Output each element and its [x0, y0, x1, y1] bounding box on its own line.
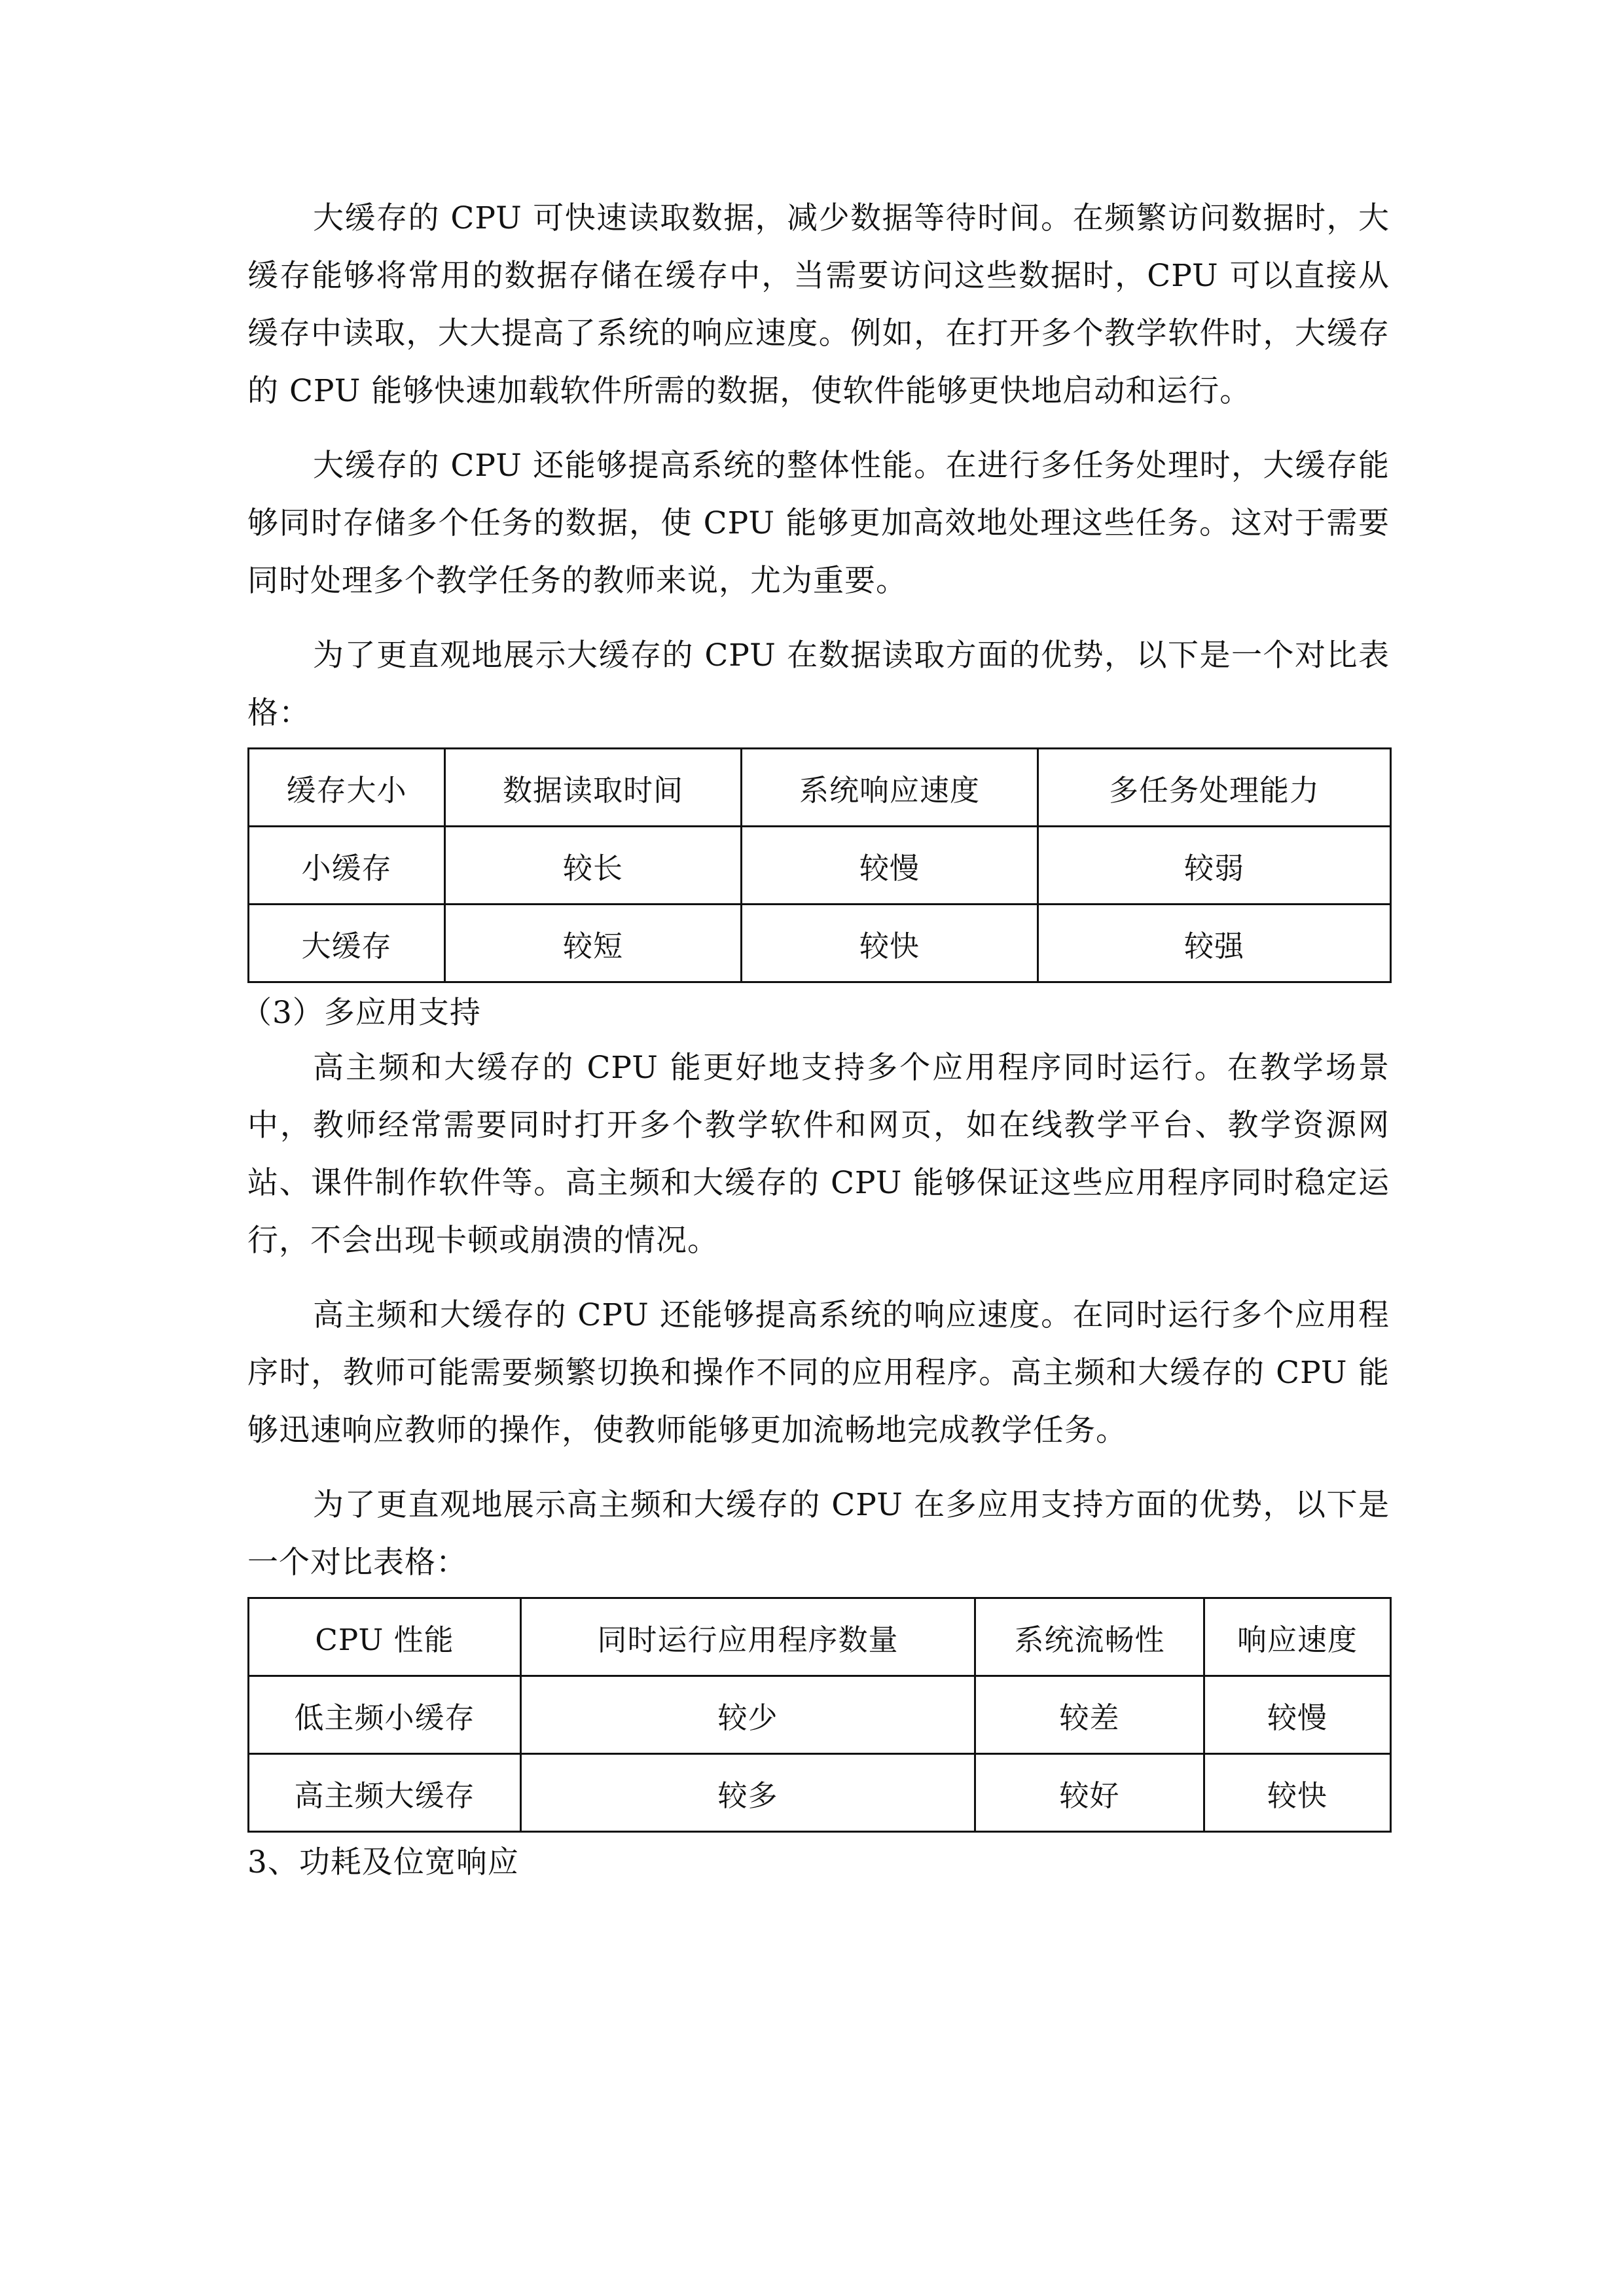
table-cell: 较慢 — [1204, 1676, 1391, 1754]
table-cell: 小缓存 — [249, 827, 445, 905]
paragraph-multi-app-response: 高主频和大缓存的 CPU 还能够提高系统的响应速度。在同时运行多个应用程序时，教师可能需要频繁切换和操作不同的应用程序。高主频和大缓存的 CPU 能够迅速响应教师的操作，使教师能够更加流畅地完成教学任务。 — [247, 1297, 1390, 1448]
paragraph-large-cache-performance: 大缓存的 CPU 还能够提高系统的整体性能。在进行多任务处理时，大缓存能够同时存储多个任务的数据，使 CPU 能够更加高效地处理这些任务。这对于需要同时处理多个教学任务的教师来说，尤为重要。 — [247, 448, 1390, 599]
table-cell: 较强 — [1038, 905, 1391, 982]
table-cell: 低主频小缓存 — [249, 1676, 521, 1754]
table-cell: 高主频大缓存 — [249, 1754, 521, 1832]
table-cell: 较短 — [445, 905, 742, 982]
paragraph-table2-intro: 为了更直观地展示高主频和大缓存的 CPU 在多应用支持方面的优势，以下是一个对比表格： — [247, 1487, 1390, 1581]
paragraph-large-cache-read: 大缓存的 CPU 可快速读取数据，减少数据等待时间。在频繁访问数据时，大缓存能够将常用的数据存储在缓存中，当需要访问这些数据时，CPU 可以直接从缓存中读取，大大提高了系统的响应速度。例如，在打开多个教学软件时，大缓存的 CPU 能够快速加载软件所需的数据，使软件能够更快地启动和运行。 — [247, 200, 1390, 409]
paragraph-multi-app-support: 高主频和大缓存的 CPU 能更好地支持多个应用程序同时运行。在教学场景中，教师经常需要同时打开多个教学软件和网页，如在线教学平台、教学资源网站、课件制作软件等。高主频和大缓存的 CPU 能够保证这些应用程序同时稳定运行，不会出现卡顿或崩溃的情况。 — [247, 1050, 1390, 1259]
table-row — [249, 1754, 1391, 1832]
cache-comparison-table — [247, 747, 1392, 983]
table-row — [249, 827, 1391, 905]
table-cell: 较好 — [975, 1754, 1204, 1832]
table-cell: 较多 — [521, 1754, 975, 1832]
table-header-cell: 多任务处理能力 — [1038, 749, 1391, 827]
table-row — [249, 905, 1391, 982]
table-header-cell: CPU 性能 — [249, 1598, 521, 1676]
table-cell: 较少 — [521, 1676, 975, 1754]
table-cell: 较慢 — [742, 827, 1038, 905]
table-cell: 大缓存 — [249, 905, 445, 982]
table-row — [249, 1676, 1391, 1754]
section-heading-multi-app: （3）多应用支持 — [241, 995, 481, 1031]
table-header-cell: 响应速度 — [1204, 1598, 1391, 1676]
section-heading-power-bitwidth: 3、功耗及位宽响应 — [247, 1844, 519, 1880]
paragraph-table1-intro: 为了更直观地展示大缓存的 CPU 在数据读取方面的优势，以下是一个对比表格： — [247, 637, 1390, 731]
multi-app-comparison-table — [247, 1597, 1392, 1833]
table-header-cell: 数据读取时间 — [445, 749, 742, 827]
table-cell: 较弱 — [1038, 827, 1391, 905]
table-cell: 较差 — [975, 1676, 1204, 1754]
table-header-cell: 系统响应速度 — [742, 749, 1038, 827]
table-header-row — [249, 749, 1391, 827]
table-header-cell: 缓存大小 — [249, 749, 445, 827]
table-cell: 较快 — [1204, 1754, 1391, 1832]
table-header-cell: 系统流畅性 — [975, 1598, 1204, 1676]
table-cell: 较长 — [445, 827, 742, 905]
table-header-row — [249, 1598, 1391, 1676]
table-header-cell: 同时运行应用程序数量 — [521, 1598, 975, 1676]
table-cell: 较快 — [742, 905, 1038, 982]
document-body — [241, 190, 1390, 1889]
